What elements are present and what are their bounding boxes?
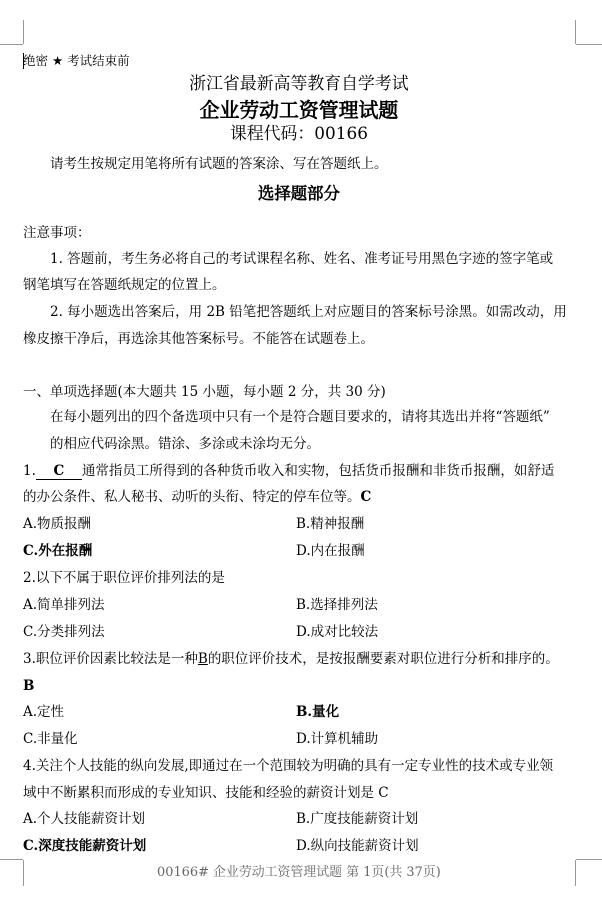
notes-title: 注意事项：: [23, 225, 91, 241]
question-1-line-2: [23, 491, 371, 505]
question-3-line-1: [23, 653, 559, 667]
course-code: 课程代码：00166: [229, 124, 368, 144]
question-1-answer-blank: C: [36, 464, 82, 480]
crop-mark-top-right-h: [576, 44, 602, 45]
q1-option-a: A.物质报酬: [23, 516, 92, 532]
question-3-answer: B: [23, 678, 35, 694]
q1-option-b: B.精神报酬: [296, 516, 365, 532]
question-3-text-post: 的职位评价技术，是按报酬要素对职位进行分析和排序的。: [207, 651, 559, 667]
note-2-line-1: 2. 每小题选出答案后，用 2B 铅笔把答题纸上对应题目的答案标号涂黑。如需改动，用: [50, 304, 567, 320]
question-2-text: 2.以下不属于职位评价排列法的是: [23, 570, 225, 586]
q2-option-c: C.分类排列法: [23, 624, 105, 640]
part-1-desc-line-2: 的相应代码涂黑。错涂、多涂或未涂均无分。: [50, 436, 320, 452]
q4-option-c: C.深度技能薪资计划: [23, 838, 147, 854]
q2-option-d: D.成对比较法: [296, 624, 379, 640]
q4-option-b: B.广度技能薪资计划: [296, 811, 419, 827]
question-1-number: 1.: [23, 463, 36, 479]
page-title: 企业劳动工资管理试题: [199, 98, 399, 122]
note-2-line-2: 橡皮擦干净后，再选涂其他答案标号。不能答在试题卷上。: [23, 331, 374, 347]
question-1-text: 通常指员工所得到的各种货币收入和实物，包括货币报酬和非货币报酬，如舒适: [81, 463, 555, 479]
q1-option-d: D.内在报酬: [296, 543, 365, 559]
question-4-line-2: 域中不断累积而形成的专业知识、技能和经验的薪资计划是 C: [23, 785, 389, 801]
q3-option-d: D.计算机辅助: [296, 731, 379, 747]
section-title: 选择题部分: [257, 184, 340, 203]
q1-option-c: C.外在报酬: [23, 543, 93, 559]
crop-mark-bottom-right-h: [576, 859, 602, 860]
q2-option-a: A.简单排列法: [23, 597, 105, 613]
part-1-desc-line-1: 在每小题列出的四个备选项中只有一个是符合题目要求的，请将其选出并将“答题纸”: [50, 409, 550, 425]
crop-mark-top-right-v: [575, 20, 576, 44]
note-1-line-1: 1. 答题前，考生务必将自己的考试课程名称、姓名、准考证号用黑色字迹的签字笔或: [50, 251, 554, 267]
crop-mark-top-left-h: [0, 44, 23, 45]
answer-instruction: 请考生按规定用笔将所有试题的答案涂、写在答题纸上。: [50, 156, 388, 172]
question-1-answer: C: [360, 489, 372, 505]
exam-name: 浙江省最新高等教育自学考试: [189, 74, 409, 94]
crop-mark-bottom-left-h: [0, 859, 23, 860]
question-3-answer-blank: B: [197, 651, 208, 667]
crop-mark-top-left-v: [23, 20, 24, 44]
page-footer: 00166# 企业劳动工资管理试题 第 1页(共 37页): [157, 865, 441, 880]
confidential-label: 绝密 ★ 考试结束前: [23, 53, 130, 68]
note-1-line-2: 钢笔填写在答题纸规定的位置上。: [23, 277, 226, 293]
q3-option-b: B.量化: [296, 704, 340, 720]
q3-option-c: C.非量化: [23, 731, 78, 747]
question-1-line-1: [23, 464, 554, 480]
q4-option-a: A.个人技能薪资计划: [23, 811, 146, 827]
question-4-line-1: 4.关注个人技能的纵向发展,即通过在一个范围较为明确的具有一定专业性的技术或专业领: [23, 758, 554, 774]
question-3-text-pre: 3.职位评价因素比较法是一种: [23, 651, 198, 667]
question-1-text-cont: 的办公条件、私人秘书、动听的头衔、特定的停车位等。: [23, 489, 361, 505]
q4-option-d: D.纵向技能薪资计划: [296, 838, 419, 854]
part-1-title: 一、单项选择题(本大题共 15 小题，每小题 2 分，共 30 分): [23, 384, 386, 400]
q2-option-b: B.选择排列法: [296, 597, 378, 613]
q3-option-a: A.定性: [23, 704, 65, 720]
